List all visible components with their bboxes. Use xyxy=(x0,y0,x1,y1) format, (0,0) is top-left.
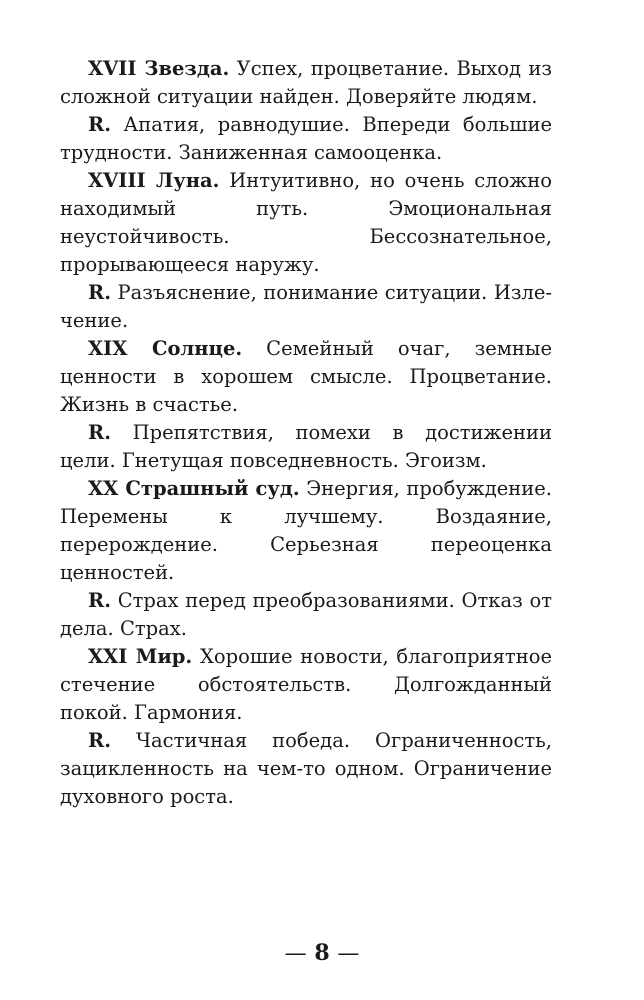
card-sun-reversed-paragraph xyxy=(60,419,552,475)
card-sun-reversed-meaning: Препятствия, помехи в достижении цели. Гнетущая повседневность. Эгоизм. xyxy=(60,421,552,472)
footer-dash-right: — xyxy=(337,941,360,966)
card-star-meaning: Успех, процветание. Выход из сложной ситуации найден. Доверяйте людям. xyxy=(60,57,552,108)
card-moon-paragraph xyxy=(60,167,552,279)
footer-dash-left: — xyxy=(284,941,307,966)
card-star-reversed-paragraph xyxy=(60,111,552,167)
card-sun-title: XIX Солнце. xyxy=(88,337,243,360)
card-world-meaning: Хорошие новости, благоприятное стечение обстоятельств. Долгожданный покой. Гармония. xyxy=(60,645,552,724)
card-world-title: XXI Мир. xyxy=(88,645,193,668)
page-footer xyxy=(0,940,644,966)
card-judgement-paragraph xyxy=(60,475,552,587)
card-judgement-meaning: Энергия, пробуждение. Перемены к лучшему. Воздаяние, перерождение. Серьезная переоценка ценностей. xyxy=(60,477,553,584)
reversed-marker: R. xyxy=(88,589,111,612)
card-sun-paragraph xyxy=(60,335,552,419)
card-world-reversed-paragraph xyxy=(60,727,552,811)
card-moon-reversed-paragraph xyxy=(60,279,552,335)
card-star-paragraph xyxy=(60,55,552,111)
card-moon-meaning: Интуитивно, но очень сложно находимый путь. Эмоциональная неустойчивость. Бессознательное, прорывающееся наружу. xyxy=(60,169,552,276)
card-star-title: XVII Звезда. xyxy=(88,57,230,80)
reversed-marker: R. xyxy=(88,113,111,136)
card-world-reversed-meaning: Частичная победа. Ограниченность, зацикленность на чем-то одном. Ограничение духовного роста. xyxy=(60,729,552,808)
card-sun-meaning: Семейный очаг, земные ценности в хорошем смысле. Процветание. Жизнь в счастье. xyxy=(60,337,552,416)
card-moon-reversed-meaning: Разъяснение, понимание ситуации. Излечение. xyxy=(60,281,552,332)
reversed-marker: R. xyxy=(88,421,111,444)
card-judgement-title: XX Страшный суд. xyxy=(88,477,300,500)
card-world-paragraph xyxy=(60,643,552,727)
page-text xyxy=(60,55,552,811)
card-judgement-reversed-meaning: Страх перед преобразованиями. Отказ от дела. Страх. xyxy=(60,589,552,640)
card-moon-title: XVIII Луна. xyxy=(88,169,220,192)
reversed-marker: R. xyxy=(88,281,111,304)
card-star-reversed-meaning: Апатия, равнодушие. Впереди большие трудности. Заниженная самооценка. xyxy=(60,113,552,164)
page-number: 8 xyxy=(314,940,330,966)
card-judgement-reversed-paragraph xyxy=(60,587,552,643)
reversed-marker: R. xyxy=(88,729,111,752)
